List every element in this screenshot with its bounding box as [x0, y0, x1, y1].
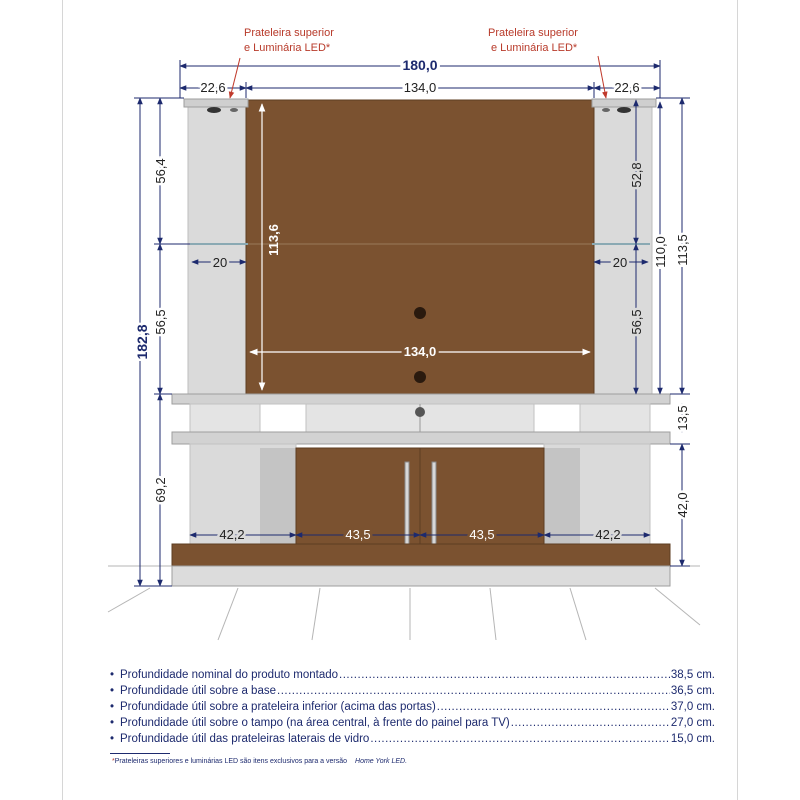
callout-right-line2: e Luminária LED* — [491, 42, 578, 54]
note-row: • Profundidade útil sobre o tampo (na área central, à frente do painel para TV) ..... 27,0 cm. — [110, 715, 715, 731]
callout-left-line2: e Luminária LED* — [244, 42, 331, 54]
depth-notes — [110, 667, 715, 747]
dim-right-upper-height: 52,8 — [629, 162, 644, 188]
callout-left-line1: Prateleira superior — [244, 27, 334, 39]
dim-left-lower-height: 69,2 — [153, 477, 168, 503]
cable-hole-lower — [414, 371, 426, 383]
note-value: 15,0 cm. — [670, 733, 715, 745]
footnote-divider — [110, 753, 170, 754]
dim-door-right-width: 43,5 — [469, 527, 495, 542]
dim-total-height: 182,8 — [134, 324, 150, 360]
dim-panel-top-width: 134,0 — [403, 80, 437, 95]
base-board — [172, 544, 670, 566]
dim-side-top-left: 22,6 — [200, 80, 226, 95]
dim-left-middle-height: 56,5 — [153, 309, 168, 335]
note-label: Profundidade útil das prateleiras laterais de vidro — [120, 733, 370, 745]
note-value: 38,5 cm. — [670, 669, 715, 681]
callout-right-line1: Prateleira superior — [488, 27, 578, 39]
door-handle-right[interactable] — [432, 462, 436, 550]
left-tower — [188, 102, 246, 394]
dim-glass-shelf-right: 20 — [612, 255, 628, 270]
dim-right-panel-height: 110,0 — [653, 236, 668, 268]
door-handle-left[interactable] — [405, 462, 409, 550]
dim-right-lower-height: 42,0 — [675, 492, 690, 518]
top-board — [172, 394, 670, 404]
dim-door-left-width: 43,5 — [345, 527, 371, 542]
note-label: Profundidade útil sobre o tampo (na área central, à frente do painel para TV) — [120, 717, 510, 729]
right-tower — [594, 102, 652, 394]
note-label: Profundidade útil sobre a base — [120, 685, 276, 697]
dim-base-left-width: 42,2 — [219, 527, 245, 542]
dim-side-top-right: 22,6 — [614, 80, 640, 95]
note-value: 36,5 cm. — [670, 685, 715, 697]
note-row: • Profundidade nominal do produto montado ..... 38,5 cm. — [110, 667, 715, 683]
footnote-text: Prateleiras superiores e luminárias LED são itens exclusivos para a versão — [114, 758, 348, 765]
dim-right-full-height: 113,5 — [675, 234, 690, 266]
dim-total-width: 180,0 — [402, 57, 438, 73]
footnote-model: Home York LED. — [355, 758, 408, 765]
dim-panel-height: 113,6 — [266, 224, 281, 256]
note-row: • Profundidade útil sobre a prateleira inferior (acima das portas) ..... 37,0 cm. — [110, 699, 715, 715]
plinth — [172, 566, 670, 586]
dim-left-upper-height: 56,4 — [153, 158, 168, 184]
dim-base-right-width: 42,2 — [595, 527, 621, 542]
cable-hole-upper — [414, 307, 426, 319]
middle-shelf — [172, 432, 670, 444]
footnote — [112, 758, 407, 765]
dim-right-niche-height: 13,5 — [675, 405, 690, 431]
note-row: • Profundidade útil sobre a base ..... 36,5 cm. — [110, 683, 715, 699]
note-value: 27,0 cm. — [670, 717, 715, 729]
dim-panel-bottom-width: 134,0 — [403, 344, 437, 359]
note-row: • Profundidade útil das prateleiras laterais de vidro ..... 15,0 cm. — [110, 731, 715, 747]
dim-glass-shelf-left: 20 — [212, 255, 228, 270]
note-label: Profundidade útil sobre a prateleira inferior (acima das portas) — [120, 701, 436, 713]
note-label: Profundidade nominal do produto montado — [120, 669, 339, 681]
note-value: 37,0 cm. — [670, 701, 715, 713]
dim-right-middle-height: 56,5 — [629, 309, 644, 335]
footnote-star: * — [112, 758, 115, 765]
